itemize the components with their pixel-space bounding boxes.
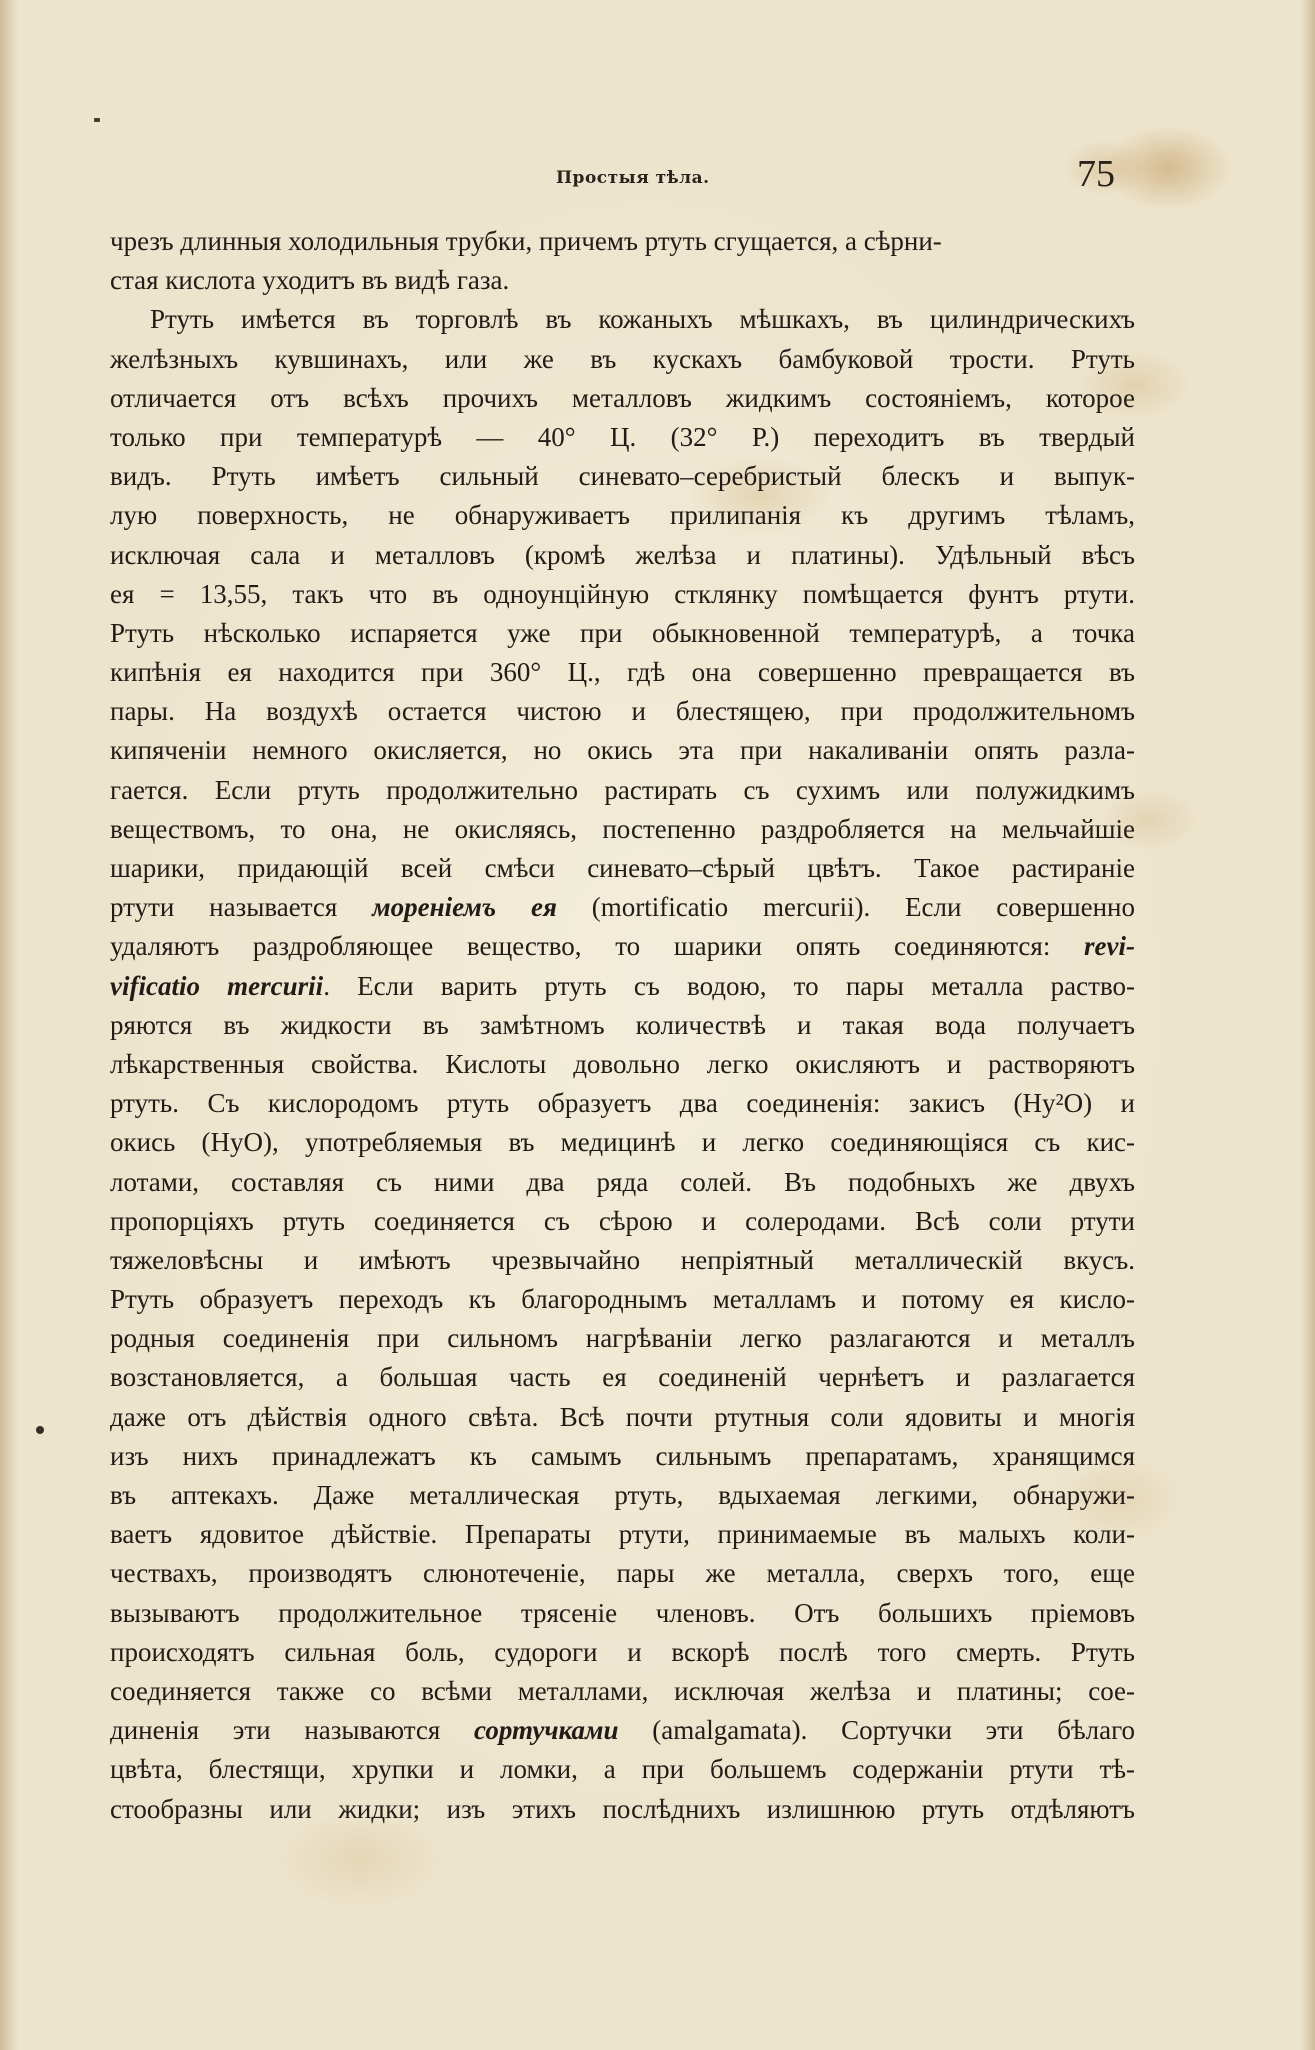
text-line: стая кислота уходитъ въ видѣ газа. — [110, 265, 510, 296]
page-right-edge-shadow — [1301, 0, 1315, 2050]
text-line: кипѣнія ея находится при 360° Ц., гдѣ она совершенно превращается въ — [110, 657, 1135, 688]
text-line: даже отъ дѣйствія одного свѣта. Всѣ почти ртутныя соли ядовиты и многія — [110, 1401, 1135, 1432]
text-line: тяжеловѣсны и имѣютъ чрезвычайно непріятный металлическій вкусъ. — [110, 1244, 1135, 1275]
latin-term-emphasis: revi- — [1084, 931, 1135, 962]
text-line: Ртуть нѣсколько испаряется уже при обыкновенной температурѣ, а точка — [110, 617, 1135, 648]
text-line: исключая сала и металловъ (кромѣ желѣза и платины). Удѣльный вѣсъ — [110, 539, 1135, 570]
latin-term-emphasis: vificatio mercurii — [110, 970, 324, 1001]
text-line: Ртуть образуетъ переходъ къ благороднымъ металламъ и потому ея кисло- — [110, 1284, 1135, 1315]
text-line: пропорціяхъ ртуть соединяется съ сѣрою и солеродами. Всѣ соли ртути — [110, 1205, 1135, 1236]
page-number: 75 — [1077, 153, 1115, 195]
text-line: возстановляется, а большая часть ея соединеній чернѣетъ и разлагается — [110, 1362, 1135, 1393]
text-line: цвѣта, блестящи, хрупки и ломки, а при большемъ содержаніи ртути тѣ- — [110, 1754, 1135, 1785]
text-line: удаляютъ раздробляющее вещество, то шарики опять соединяются: revi- — [110, 931, 1135, 962]
text-line: vificatio mercurii. Если варить ртуть съ водою, то пары металла раство- — [110, 970, 1135, 1001]
text-line: лотами, составляя съ ними два ряда солей. Въ подобныхъ же двухъ — [110, 1166, 1135, 1197]
text-line: вызываютъ продолжительное трясеніе членовъ. Отъ большихъ пріемовъ — [110, 1597, 1135, 1628]
text-line: только при температурѣ — 40° Ц. (32° Р.) переходитъ въ твердый — [110, 421, 1135, 452]
term-emphasis: сортучками — [474, 1715, 619, 1746]
text-line: окись (HyO), употребляемыя въ медицинѣ и легко соединяющіяся съ кис- — [110, 1127, 1135, 1158]
running-head: Простыя тѣла. — [556, 168, 710, 188]
text-line: отличается отъ всѣхъ прочихъ металловъ жидкимъ состояніемъ, которое — [110, 382, 1135, 413]
text-line: пары. На воздухѣ остается чистою и блестящею, при продолжительномъ — [110, 696, 1135, 727]
text-line: кипяченіи немного окисляется, но окись эта при накаливаніи опять разла- — [110, 735, 1135, 766]
text-line: въ аптекахъ. Даже металлическая ртуть, вдыхаемая легкими, обнаружи- — [110, 1480, 1135, 1510]
text-line: чествахъ, производятъ слюнотеченіе, пары же металла, сверхъ того, еще — [110, 1558, 1135, 1589]
text-line: лѣкарственныя свойства. Кислоты довольно легко окисляютъ и растворяютъ — [110, 1048, 1135, 1079]
text-line: ртути называется мореніемъ ея (mortificatio mercurii). Если совершенно — [110, 892, 1135, 923]
text-line: изъ нихъ принадлежатъ къ самымъ сильнымъ препаратамъ, хранящимся — [110, 1440, 1135, 1471]
text-line: лую поверхность, не обнаруживаетъ прилипанія къ другимъ тѣламъ, — [110, 500, 1135, 531]
term-emphasis: мореніемъ ея — [372, 892, 557, 923]
page-left-edge-shadow — [0, 0, 18, 2050]
text-line: желѣзныхъ кувшинахъ, или же въ кускахъ бамбуковой трости. Ртуть — [110, 343, 1135, 374]
text-line-paragraph-start: Ртуть имѣется въ торговлѣ въ кожаныхъ мѣшкахъ, въ цилиндрическихъ — [150, 304, 1135, 335]
margin-ink-dot — [36, 1426, 44, 1434]
text-line: диненія эти называются сортучками (amalgamata). Сортучки эти бѣлаго — [110, 1715, 1136, 1746]
text-line: происходятъ сильная боль, судороги и вскорѣ послѣ того смерть. Ртуть — [110, 1636, 1135, 1667]
text-line: ряются въ жидкости въ замѣтномъ количествѣ и такая вода получаетъ — [110, 1009, 1135, 1040]
ink-speck — [94, 118, 100, 122]
text-line: родныя соединенія при сильномъ нагрѣваніи легко разлагаются и металлъ — [110, 1323, 1135, 1354]
text-line: ея = 13,55, такъ что въ одноунційную стклянку помѣщается фунтъ ртути. — [110, 578, 1135, 609]
text-line: шарики, придающій всей смѣси синевато–сѣрый цвѣтъ. Такое растираніе — [110, 853, 1135, 883]
text-line: чрезъ длинныя холодильныя трубки, причемъ ртуть сгущается, а сѣрни- — [110, 226, 942, 256]
text-line: соединяется также со всѣми металлами, исключая желѣза и платины; сое- — [110, 1675, 1135, 1706]
text-line: веществомъ, то она, не окисляясь, постепенно раздробляется на мельчайшіе — [110, 813, 1135, 844]
text-line: видъ. Ртуть имѣетъ сильный синевато–серебристый блескъ и выпук- — [110, 461, 1135, 492]
body-text — [110, 222, 1135, 1829]
text-line: гается. Если ртуть продолжительно растирать съ сухимъ или полужидкимъ — [110, 774, 1135, 805]
text-line: стообразны или жидки; изъ этихъ послѣднихъ излишнюю ртуть отдѣляютъ — [110, 1793, 1135, 1824]
text-line: ваетъ ядовитое дѣйствіе. Препараты ртути, принимаемые въ малыхъ коли- — [110, 1519, 1135, 1550]
text-line: ртуть. Съ кислородомъ ртуть образуетъ два соединенія: закисъ (Hy²O) и — [110, 1088, 1135, 1119]
